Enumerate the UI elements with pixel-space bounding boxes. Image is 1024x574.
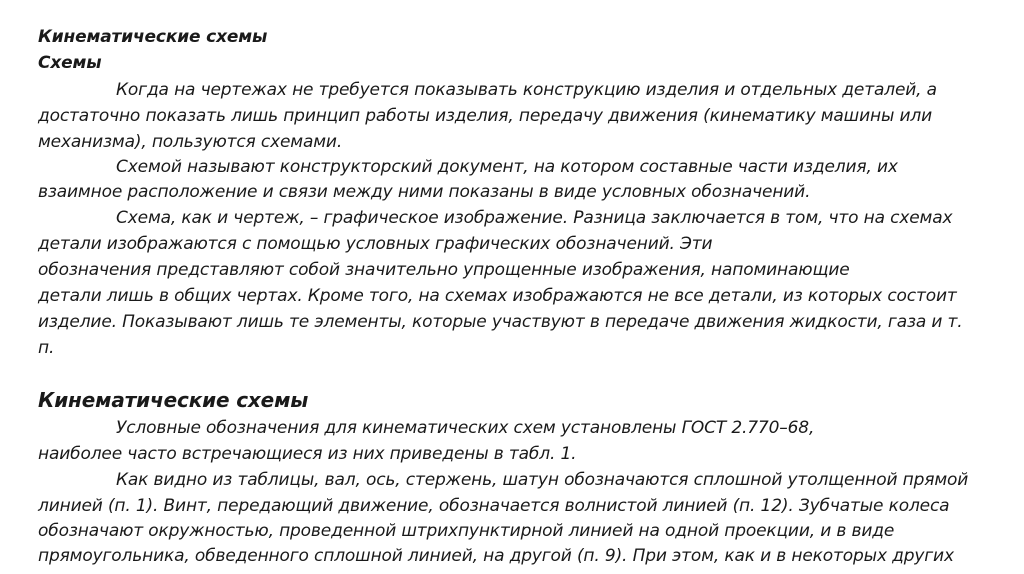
paragraph-line: Условные обозначения для кинематических схем установлены ГОСТ 2.770–68, [116, 418, 815, 438]
paragraph-line: линией (п. 1). Винт, передающий движение, обозначается волнистой линией (п. 12). Зубчатые колеса [38, 496, 950, 516]
paragraph-line: детали лишь в общих чертах. Кроме того, на схемах изображаются не все детали, из которых состоит [38, 286, 957, 306]
paragraph-line: детали изображаются с помощью условных графических обозначений. Эти [38, 234, 713, 254]
paragraph-line: обозначают окружностью, проведенной штрихпунктирной линией на одной проекции, и в виде [38, 521, 895, 541]
paragraph-line: наиболее часто встречающиеся из них приведены в табл. 1. [38, 444, 577, 464]
section-subtitle: Схемы [38, 53, 102, 73]
document-title: Кинематические схемы [38, 27, 268, 47]
paragraph-line: механизма), пользуются схемами. [38, 132, 343, 152]
paragraph-line: обозначения представляют собой значительно упрощенные изображения, напоминающие [38, 260, 850, 280]
paragraph-line: достаточно показать лишь принцип работы изделия, передачу движения (кинематику машины или [38, 106, 932, 126]
paragraph-line: взаимное расположение и связи между ними показаны в виде условных обозначений. [38, 182, 811, 202]
paragraph-line: Когда на чертежах не требуется показывать конструкцию изделия и отдельных деталей, а [116, 80, 937, 100]
paragraph-line: п. [38, 338, 55, 358]
paragraph-line: изделие. Показывают лишь те элементы, которые участвуют в передаче движения жидкости, газа и т. [38, 312, 963, 332]
section-heading: Кинематические схемы [38, 388, 309, 412]
paragraph-line: Как видно из таблицы, вал, ось, стержень, шатун обозначаются сплошной утолщенной прямой [116, 470, 969, 490]
paragraph-line: Схемой называют конструкторский документ, на котором составные части изделия, их [116, 157, 898, 177]
paragraph-line: Схема, как и чертеж, – графическое изображение. Разница заключается в том, что на схемах [116, 208, 953, 228]
paragraph-line: прямоугольника, обведенного сплошной линией, на другой (п. 9). При этом, как и в некоторых других [38, 546, 954, 566]
